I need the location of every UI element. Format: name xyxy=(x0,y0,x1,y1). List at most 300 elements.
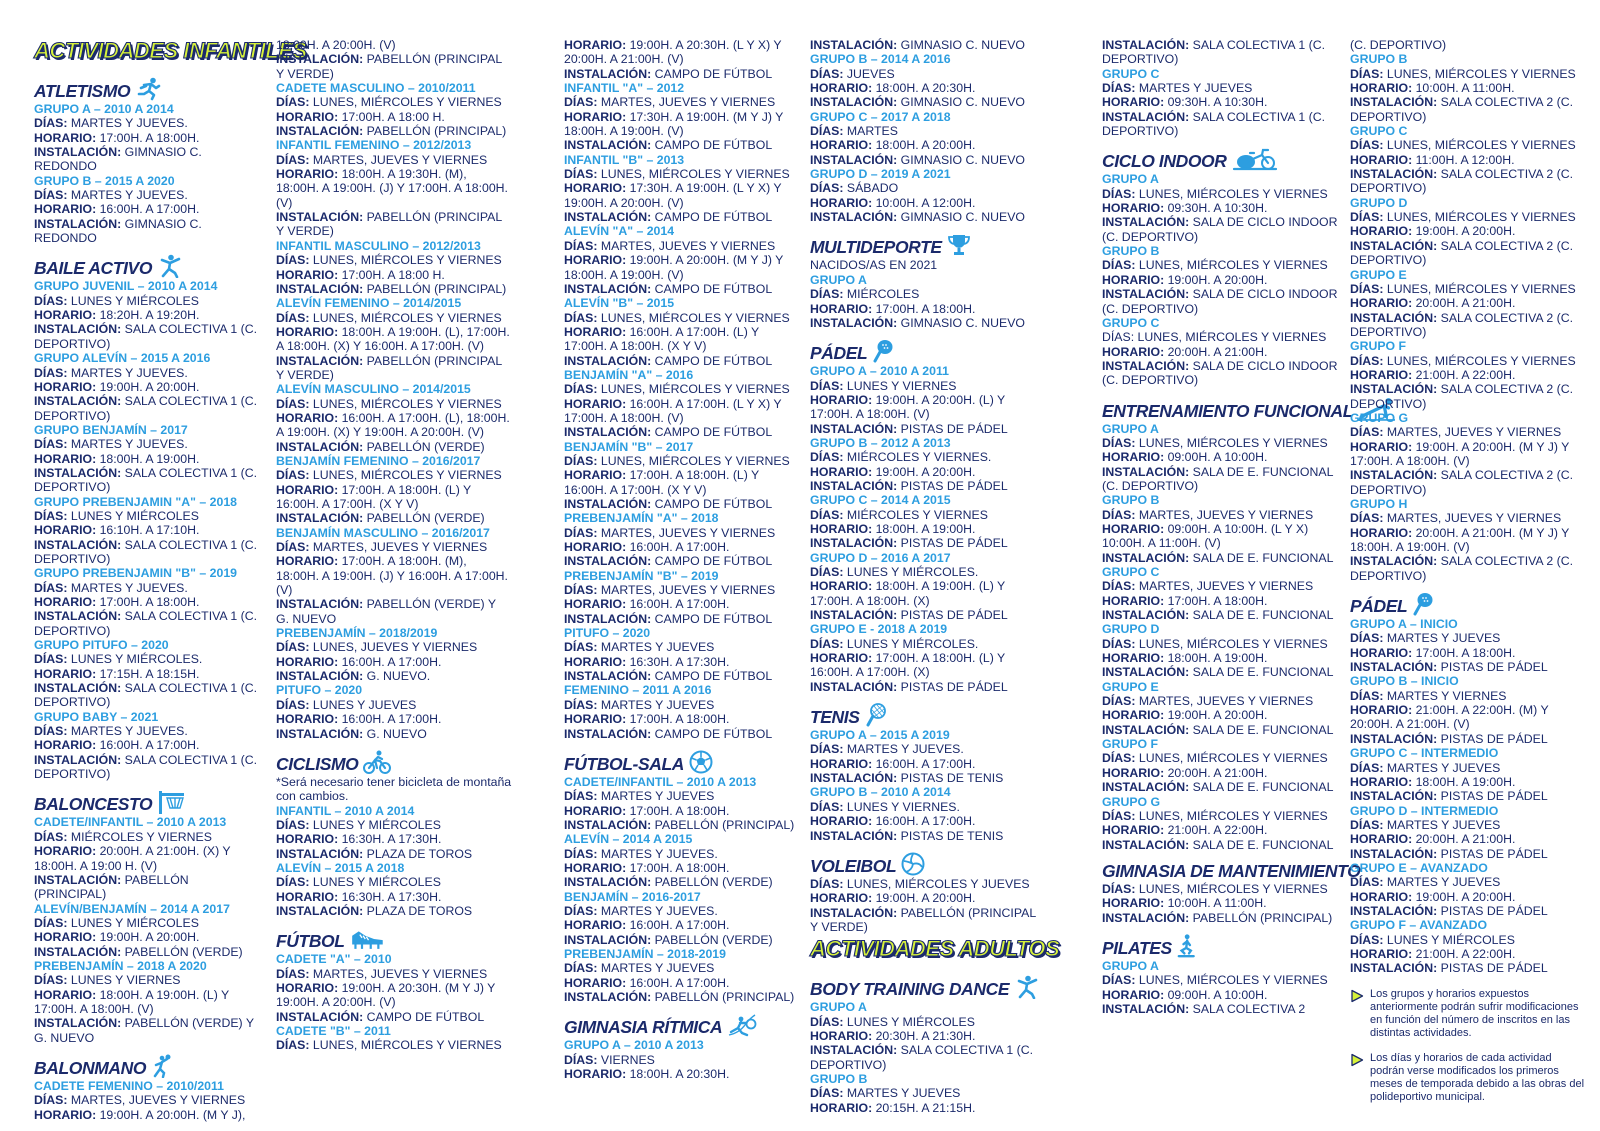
field-value: 20:00H. A 21:00H. (M Y J) Y 18:00H. A 19:00H. (V) xyxy=(1350,525,1570,555)
group-label: GRUPO E xyxy=(1102,679,1159,694)
field-value: PABELLÓN (VERDE) xyxy=(651,932,773,947)
field-label: INSTALACIÓN: xyxy=(810,210,898,225)
field-value: SALA COLECTIVA 1 (C. DEPORTIVO) xyxy=(810,1043,1033,1072)
field-value: SALA COLECTIVA 1 (C. DEPORTIVO) xyxy=(34,322,257,351)
schedule-line xyxy=(1350,818,1586,832)
activity-heading-voleibol xyxy=(810,852,1046,876)
schedule-line xyxy=(1350,67,1586,81)
schedule-line xyxy=(276,95,512,109)
schedule-line xyxy=(564,655,798,669)
schedule-line xyxy=(276,440,512,454)
field-value: LUNES, MIÉRCOLES Y VIERNES xyxy=(597,382,790,397)
field-label: HORARIO: xyxy=(564,860,627,875)
field-label: HORARIO: xyxy=(810,464,873,479)
field-value: 17:00H. A 18:00H. (L) Y 16:00H. A 17:00H. (X Y V) xyxy=(276,482,472,511)
schedule-line xyxy=(1350,210,1586,224)
field-label: HORARIO: xyxy=(564,468,627,483)
field-label: DÍAS: xyxy=(34,1093,68,1108)
field-label: DÍAS: xyxy=(276,697,310,712)
field-value: 18:00H. A 20:30H. xyxy=(872,81,976,96)
schedule-line xyxy=(276,655,512,669)
field-label: HORARIO: xyxy=(34,202,97,217)
field-value: SALA COLECTIVA 2 (C. DEPORTIVO) xyxy=(1350,310,1573,339)
field-label: DÍAS: xyxy=(1102,636,1136,651)
column-4 xyxy=(810,38,1060,1115)
schedule-line xyxy=(34,394,262,423)
schedule-line xyxy=(810,95,1046,109)
field-value: 19:00H. A 20:30H. (L Y X) Y 20:00H. A 21:00H. (V) xyxy=(564,38,782,67)
field-label: DÍAS: xyxy=(1350,817,1384,832)
schedule-line xyxy=(564,554,798,568)
schedule-line xyxy=(1350,660,1586,674)
field-label: INSTALACIÓN: xyxy=(1350,660,1438,675)
group-label: GRUPO PREBENJAMIN "B" – 2019 xyxy=(34,566,238,581)
schedule-line xyxy=(564,861,798,875)
field-label: HORARIO: xyxy=(810,756,873,771)
schedule-line xyxy=(34,145,262,174)
schedule-line xyxy=(564,210,798,224)
group-label: GRUPO F xyxy=(1102,737,1159,752)
schedule-line xyxy=(564,497,798,511)
field-label: HORARIO: xyxy=(564,109,627,124)
activity-title: VOLEIBOL xyxy=(810,855,897,876)
schedule-line xyxy=(276,698,512,712)
field-value: PABELLÓN (PRINCIPAL Y VERDE) xyxy=(810,905,1036,934)
schedule-line xyxy=(1350,239,1586,268)
field-value: LUNES Y VIERNES xyxy=(67,973,181,988)
field-label: INSTALACIÓN: xyxy=(1102,215,1190,230)
field-value: MIÉRCOLES xyxy=(843,287,920,302)
field-label: INSTALACIÓN: xyxy=(810,315,898,330)
field-value: CAMPO DE FÚTBOL xyxy=(651,726,773,741)
field-label: HORARIO: xyxy=(564,38,627,52)
activity-note: *Será necesario tener bicicleta de montaña con cambios. xyxy=(276,774,512,804)
group-label: CADETE/INFANTIL – 2010 A 2013 xyxy=(34,815,227,830)
group-label: ALEVÍN FEMENINO – 2014/2015 xyxy=(276,296,462,311)
field-value: 19:00H. A 20:00H. xyxy=(872,891,976,906)
field-value: PABELLÓN (PRINCIPAL) xyxy=(34,872,189,902)
schedule-line xyxy=(34,916,262,930)
schedule-line xyxy=(1350,440,1586,469)
schedule-line xyxy=(34,988,262,1017)
field-value: 21:00H. A 22:00H. xyxy=(1412,946,1516,961)
schedule-line xyxy=(1102,651,1338,665)
schedule-line xyxy=(1102,436,1338,450)
field-value: 17:00H. A 18:00H. xyxy=(96,595,200,609)
schedule-line xyxy=(1102,594,1338,608)
field-value: PABELLÓN (VERDE) xyxy=(121,944,243,959)
field-label: INSTALACIÓN: xyxy=(1102,38,1190,52)
field-label: DÍAS: xyxy=(1350,760,1384,775)
padel-racket-icon xyxy=(872,339,894,363)
field-value: MARTES, JUEVES Y VIERNES xyxy=(597,238,776,253)
schedule-line xyxy=(34,452,262,466)
field-value: MARTES Y JUEVES xyxy=(1383,631,1501,646)
field-value: LUNES, MIÉRCOLES Y VIERNES xyxy=(1383,66,1576,81)
group-label: GRUPO F – AVANZADO xyxy=(1350,918,1488,933)
group-label: BENJAMÍN – 2016-2017 xyxy=(564,889,701,904)
group-label: GRUPO D – INTERMEDIO xyxy=(1350,803,1499,818)
field-label: DÍAS: xyxy=(1102,507,1136,522)
schedule-line xyxy=(1350,832,1586,846)
field-value: PISTAS DE TENIS xyxy=(897,771,1004,786)
field-label: HORARIO: xyxy=(1102,344,1165,359)
field-label: INSTALACIÓN: xyxy=(564,990,652,1004)
field-value: 18:00H. A 20:30H. xyxy=(626,1067,730,1082)
field-value: 17:00H. A 18:00H. xyxy=(626,712,730,727)
group-label: PREBENJAMÍN "B" – 2019 xyxy=(564,568,719,583)
schedule-line xyxy=(1350,933,1586,947)
field-label: DÍAS: xyxy=(1102,81,1136,96)
field-label: INSTALACIÓN: xyxy=(34,537,122,552)
schedule-line xyxy=(564,526,798,540)
field-value: LUNES Y MIÉRCOLES. xyxy=(67,652,203,667)
field-value: PABELLÓN (VERDE) xyxy=(651,875,773,890)
group-label: GRUPO BABY – 2021 xyxy=(34,709,159,724)
field-value: SALA DE E. FUNCIONAL xyxy=(1189,665,1334,680)
schedule-line xyxy=(564,253,798,282)
group-label: FEMENINO – 2011 A 2016 xyxy=(564,683,712,698)
field-label: HORARIO: xyxy=(564,324,627,339)
field-label: HORARIO: xyxy=(1350,367,1413,382)
field-value: MIÉRCOLES Y VIERNES xyxy=(843,507,988,522)
field-value: MARTES, JUEVES Y VIERNES xyxy=(1135,694,1314,709)
activity-heading-gimnasia-ritmica xyxy=(564,1013,798,1037)
field-value: 17:00H. A 18:00H. xyxy=(626,803,730,818)
field-label: INSTALACIÓN: xyxy=(1350,468,1438,483)
schedule-line xyxy=(1102,766,1338,780)
group-label: GRUPO B – 2012 A 2013 xyxy=(810,435,951,450)
schedule-line xyxy=(810,287,1046,301)
field-value: MARTES, JUEVES Y VIERNES xyxy=(309,966,488,981)
schedule-line xyxy=(1350,554,1586,583)
schedule-line xyxy=(34,973,262,987)
field-label: INSTALACIÓN: xyxy=(564,497,652,511)
field-label: HORARIO: xyxy=(810,814,873,829)
schedule-line xyxy=(810,138,1046,152)
field-label: DÍAS: xyxy=(810,1014,844,1029)
schedule-line xyxy=(564,138,798,152)
field-value: CAMPO DE FÚTBOL xyxy=(651,425,773,440)
field-value: SALA COLECTIVA 2 (C. DEPORTIVO) xyxy=(1350,238,1573,268)
schedule-line xyxy=(564,325,798,354)
schedule-line xyxy=(810,565,1046,579)
field-value: G. NUEVO. xyxy=(363,669,431,684)
schedule-line xyxy=(810,316,1046,330)
schedule-line xyxy=(1102,287,1338,316)
schedule-line xyxy=(564,239,798,253)
field-value: MARTES Y JUEVES. xyxy=(597,846,718,861)
field-label: INSTALACIÓN: xyxy=(810,38,898,52)
field-label: DÍAS: xyxy=(276,310,310,325)
schedule-line xyxy=(34,1016,262,1045)
schedule-line xyxy=(1102,1002,1338,1016)
schedule-line xyxy=(564,804,798,818)
field-label: HORARIO: xyxy=(34,595,97,609)
field-value: 19:00H. A 20:00H. (M Y J), xyxy=(96,1107,246,1122)
schedule-line xyxy=(1350,311,1586,340)
field-value: SALA DE E. FUNCIONAL (C. DEPORTIVO) xyxy=(1102,464,1333,493)
field-label: HORARIO: xyxy=(276,324,339,339)
schedule-line xyxy=(1350,138,1586,152)
schedule-line xyxy=(810,579,1046,608)
field-value: MARTES, JUEVES Y VIERNES xyxy=(1135,507,1314,522)
field-label: DÍAS: xyxy=(1102,435,1136,450)
field-label: INSTALACIÓN: xyxy=(1350,731,1438,746)
field-value: 16:30H. A 17:30H. xyxy=(338,832,442,847)
schedule-line xyxy=(276,890,512,904)
schedule-line xyxy=(34,724,262,738)
field-label: INSTALACIÓN: xyxy=(34,681,122,696)
schedule-line xyxy=(1350,382,1586,411)
group-label: GRUPO A xyxy=(1102,172,1159,187)
field-label: INSTALACIÓN: xyxy=(1102,837,1190,852)
field-label: HORARIO: xyxy=(564,253,627,268)
field-value: MARTES Y JUEVES. xyxy=(67,365,188,380)
column-2 xyxy=(276,38,512,1053)
field-label: INSTALACIÓN: xyxy=(276,903,364,918)
field-label: DÍAS: xyxy=(1102,694,1136,709)
group-label: PREBENJAMÍN – 2018-2019 xyxy=(564,946,726,961)
field-label: HORARIO: xyxy=(810,301,873,316)
schedule-line xyxy=(276,669,512,683)
field-value: 20:00H. A 21:00H. (X) Y 18:00H. A 19:00 H. (V) xyxy=(34,844,231,873)
schedule-line xyxy=(564,397,798,426)
field-value: CAMPO DE FÚTBOL xyxy=(651,66,773,81)
field-value: SALA COLECTIVA 2 (C. DEPORTIVO) xyxy=(1350,468,1573,497)
schedule-line xyxy=(564,933,798,947)
schedule-line xyxy=(1102,258,1338,272)
field-value: 19:00H. A 20:00H. xyxy=(872,464,976,479)
field-value: LUNES Y MIÉRCOLES xyxy=(843,1014,975,1029)
schedule-line xyxy=(810,1029,1046,1043)
field-label: DÍAS: xyxy=(1350,688,1384,703)
field-label: DÍAS: xyxy=(276,95,310,110)
dancer-icon xyxy=(157,254,183,278)
field-label: DÍAS: xyxy=(1350,511,1384,526)
schedule-line xyxy=(1102,780,1338,794)
field-value: 19:00H. A 20:00H. (M Y J) Y 18:00H. A 19:00H. (V) xyxy=(564,253,784,282)
group-label: GRUPO A – 2010 A 2011 xyxy=(810,364,949,379)
field-label: HORARIO: xyxy=(1102,521,1165,536)
schedule-line xyxy=(810,1043,1046,1072)
field-value: MARTES Y JUEVES xyxy=(1135,81,1253,96)
field-label: HORARIO: xyxy=(1350,525,1413,540)
field-value: SALA COLECTIVA 1 (C. DEPORTIVO) xyxy=(34,609,257,638)
field-label: HORARIO: xyxy=(1350,946,1413,961)
schedule-line xyxy=(34,873,262,902)
field-value: MARTES, JUEVES Y VIERNES xyxy=(597,583,776,598)
field-value: PISTAS DE PÁDEL xyxy=(897,536,1008,551)
field-label: INSTALACIÓN: xyxy=(564,554,652,569)
schedule-line xyxy=(564,354,798,368)
rhythmic-gymnast-icon xyxy=(727,1013,757,1037)
field-value: MARTES Y JUEVES. xyxy=(67,188,188,203)
field-value: 21:00H. A 22:00H. xyxy=(1412,367,1516,382)
field-value: MARTES, JUEVES Y VIERNES xyxy=(597,525,776,540)
field-label: HORARIO: xyxy=(1350,296,1413,311)
schedule-line xyxy=(1350,789,1586,803)
schedule-line xyxy=(1102,608,1338,622)
field-value: CAMPO DE FÚTBOL xyxy=(651,497,773,511)
field-label: DÍAS: xyxy=(276,966,310,981)
field-label: HORARIO: xyxy=(276,410,339,425)
field-label: INSTALACIÓN: xyxy=(34,1016,122,1031)
schedule-line xyxy=(34,509,262,523)
field-value: 16:00H. A 17:00H. xyxy=(872,756,976,771)
schedule-line xyxy=(276,124,512,138)
field-label: INSTALACIÓN: xyxy=(564,138,652,153)
group-label: GRUPO B – INICIO xyxy=(1350,674,1459,689)
schedule-line xyxy=(276,311,512,325)
group-label: GRUPO H xyxy=(1350,497,1408,511)
schedule-line xyxy=(34,380,262,394)
field-label: DÍAS: xyxy=(34,724,68,739)
field-value: 16:00H. A 17:00H. xyxy=(338,712,442,727)
schedule-line xyxy=(276,167,512,210)
field-label: HORARIO: xyxy=(564,803,627,818)
field-value: PLAZA DE TOROS xyxy=(363,903,473,918)
field-value: MARTES Y JUEVES xyxy=(843,1086,961,1101)
field-value: SALA DE CICLO INDOOR (C. DEPORTIVO) xyxy=(1102,358,1338,388)
schedule-line xyxy=(1350,95,1586,124)
group-label: GRUPO A xyxy=(810,1000,867,1015)
field-label: INSTALACIÓN: xyxy=(1350,789,1438,804)
field-value: PABELLÓN (PRINCIPAL) xyxy=(651,990,795,1004)
schedule-line xyxy=(810,465,1046,479)
field-label: HORARIO: xyxy=(564,975,627,990)
field-value: MARTES Y JUEVES xyxy=(597,640,715,655)
schedule-line xyxy=(1350,703,1586,732)
group-label: ALEVÍN/BENJAMÍN – 2014 A 2017 xyxy=(34,901,230,916)
schedule-line xyxy=(34,830,262,844)
schedule-line xyxy=(810,771,1046,785)
group-label: GRUPO E – AVANZADO xyxy=(1350,860,1488,875)
field-label: HORARIO: xyxy=(564,654,627,669)
field-value: LUNES, MIÉRCOLES Y VIERNES xyxy=(1135,186,1328,201)
field-value: PABELLÓN (VERDE) Y G. NUEVO xyxy=(276,597,496,626)
schedule-line xyxy=(810,153,1046,167)
field-value: 10:00H. A 12:00H. xyxy=(872,195,976,210)
field-value: 19:00H. A 20:00H. xyxy=(1164,272,1268,287)
field-value: LUNES Y MIÉRCOLES xyxy=(67,915,199,930)
field-value: 09:30H. A 10:30H. xyxy=(1164,201,1268,216)
schedule-line xyxy=(1350,167,1586,196)
schedule-line xyxy=(564,181,798,210)
field-value: 18:00H. A 19:30H. (M), 18:00H. A 19:00H. (J) Y 17:00H. A 18:00H. (V) xyxy=(276,167,508,210)
field-value: 10:00H. A 11:00H. xyxy=(1164,896,1267,911)
field-value: PISTAS DE PÁDEL xyxy=(1437,731,1548,746)
schedule-line xyxy=(810,608,1046,622)
field-value: PISTAS DE PÁDEL xyxy=(897,478,1008,493)
field-label: INSTALACIÓN: xyxy=(34,394,122,409)
field-label: HORARIO: xyxy=(1102,450,1165,465)
schedule-line xyxy=(564,167,798,181)
schedule-line xyxy=(810,800,1046,814)
field-value: LUNES, MIÉRCOLES Y JUEVES xyxy=(843,876,1030,891)
schedule-line xyxy=(1350,775,1586,789)
schedule-line xyxy=(34,202,262,216)
field-label: INSTALACIÓN: xyxy=(564,281,652,296)
field-value: MARTES xyxy=(843,124,898,139)
field-value: LUNES, MIÉRCOLES Y VIERNES xyxy=(1383,281,1576,296)
activity-title: FÚTBOL xyxy=(276,931,345,952)
field-value: LUNES, MIÉRCOLES Y VIERNES xyxy=(309,95,502,110)
field-value: 18:00H. A 20:00H. xyxy=(872,138,976,153)
field-value: 17:00H. A 18:00H. xyxy=(1164,593,1268,608)
activity-heading-multideporte xyxy=(810,233,1046,257)
activity-title: BAILE ACTIVO xyxy=(34,258,153,279)
field-label: HORARIO: xyxy=(1102,823,1165,838)
group-label: PREBENJAMÍN – 2018 A 2020 xyxy=(34,958,207,973)
schedule-line xyxy=(810,508,1046,522)
group-label: PITUFO – 2020 xyxy=(276,683,363,698)
field-value: SALA COLECTIVA 1 (C. DEPORTIVO) xyxy=(34,752,257,782)
field-label: DÍAS: xyxy=(1102,258,1136,273)
field-value: DÍAS: LUNES, MIÉRCOLES Y VIERNES xyxy=(1102,330,1327,345)
field-label: DÍAS: xyxy=(810,742,844,757)
activity-heading-ciclismo xyxy=(276,750,512,774)
field-value: MARTES Y JUEVES. xyxy=(67,580,188,595)
group-label: INFANTIL – 2010 A 2014 xyxy=(276,803,415,818)
field-value: PABELLÓN (PRINCIPAL) xyxy=(363,281,507,296)
field-label: DÍAS: xyxy=(810,565,844,579)
field-label: DÍAS: xyxy=(276,396,310,411)
field-value: PISTAS DE PÁDEL xyxy=(1437,903,1548,918)
activity-title: BALONCESTO xyxy=(34,794,153,815)
field-label: HORARIO: xyxy=(1102,896,1165,911)
field-label: HORARIO: xyxy=(1350,774,1413,789)
schedule-line xyxy=(810,393,1046,422)
field-label: DÍAS: xyxy=(564,310,598,325)
schedule-line xyxy=(564,640,798,654)
field-value: MARTES, JUEVES Y VIERNES xyxy=(1383,511,1562,526)
field-label: DÍAS: xyxy=(276,1038,310,1053)
group-label: GRUPO B xyxy=(810,1071,868,1086)
field-value: PABELLÓN (PRINCIPAL Y VERDE) xyxy=(276,52,502,81)
schedule-line xyxy=(810,1086,1046,1100)
field-label: DÍAS: xyxy=(1102,808,1136,823)
schedule-line xyxy=(1102,215,1338,244)
field-value: SALA COLECTIVA 1 (C. DEPORTIVO) xyxy=(34,537,257,566)
field-value: PISTAS DE PÁDEL xyxy=(897,679,1008,694)
field-label: HORARIO: xyxy=(810,81,873,96)
group-label: CADETE MASCULINO – 2010/2011 xyxy=(276,81,476,96)
schedule-line xyxy=(564,468,798,497)
schedule-line xyxy=(564,67,798,81)
schedule-line xyxy=(276,210,512,239)
group-label: GRUPO D xyxy=(1102,622,1160,637)
field-value: PABELLÓN (PRINCIPAL) xyxy=(363,124,507,139)
field-value: GIMNASIO C. REDONDO xyxy=(34,216,202,246)
field-value: MARTES, JUEVES Y VIERNES xyxy=(597,95,776,110)
disclaimer-text: Los grupos y horarios expuestos anteriormente podrán sufrir modificaciones en función del número de inscritos en las distintas actividades. xyxy=(1370,987,1579,1039)
schedule-line xyxy=(810,81,1046,95)
schedule-line xyxy=(1350,425,1586,439)
group-label: GRUPO D – 2016 A 2017 xyxy=(810,550,951,565)
column-6 xyxy=(1350,38,1586,1104)
group-label: GRUPO A xyxy=(1102,958,1159,973)
field-label: HORARIO: xyxy=(276,482,339,497)
field-label: HORARIO: xyxy=(1102,272,1165,287)
field-label: HORARIO: xyxy=(34,987,97,1002)
activity-heading-padel xyxy=(810,339,1046,363)
field-value: PISTAS DE PÁDEL xyxy=(1437,961,1548,976)
schedule-line xyxy=(564,669,798,683)
field-label: HORARIO: xyxy=(1102,765,1165,780)
field-value: 16:00H. A 17:00H. (L Y X) Y 17:00H. A 18:00H. (V) xyxy=(564,396,782,425)
field-label: HORARIO: xyxy=(34,844,97,859)
